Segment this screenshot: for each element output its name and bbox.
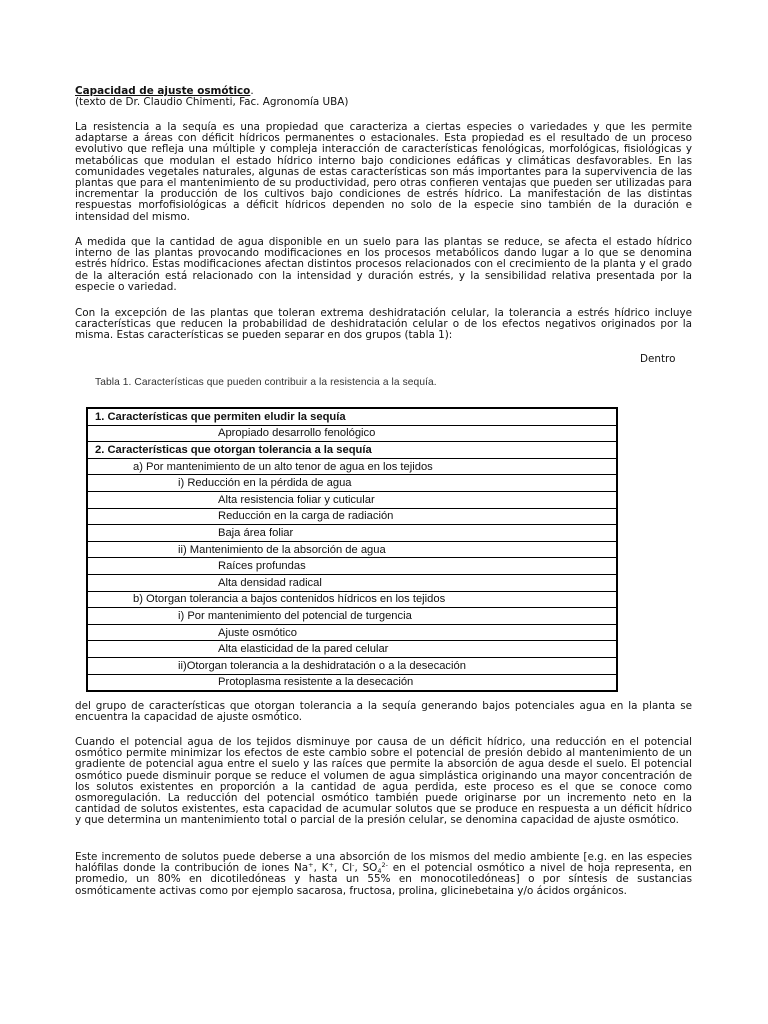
table-cell-group-2: 2. Características que otorgan tolerancia a la sequía: [87, 442, 617, 459]
paragraph-6-text: en el potencial osmótico a nivel de hoja representa, en promedio, un 80% en dicotiledóneas y hasta un 55% en monocotiledóneas] o por síntesis de sustancias osmóticamente activas como por ejemplo sacarosa, fructosa, prolina, glicinebetaina y/o ácidos orgánicos.: [75, 862, 693, 897]
table-row: [87, 608, 617, 625]
table-row: [87, 541, 617, 558]
paragraph-1: La resistencia a la sequía es una propiedad que caracteriza a ciertas especies o variedades y que les permite adaptarse a áreas con déficit hídricos permanentes o estacionales. Esta propiedad es el resultado de un proceso evolutivo que refleja una múltiple y compleja interacción de características fenológicas, morfológicas, fisiológicas y metabólicas que modulan el estado hídrico interno bajo condiciones edáficas y climáticas desfavorables. En las comunidades vegetales naturales, algunas de estas características son más importantes para la supervivencia de las plantas que para el mantenimiento de su productividad, pero otras confieren ventajas que pueden ser utilizadas para incrementar la producción de los cultivos bajo condiciones de estrés hídrico. La manifestación de las distintas respuestas morfofisiológicas a déficit hídricos dependen no solo de la especie sino también de la duración e intensidad del mismo.: [75, 121, 692, 223]
table-row: [87, 574, 617, 591]
paragraph-continuation-word: Dentro: [640, 353, 676, 365]
document-header: [75, 86, 692, 108]
table-cell: Reducción en la carga de radiación: [87, 508, 617, 525]
table-cell: Alta resistencia foliar y cuticular: [87, 491, 617, 508]
table-row: [87, 508, 617, 525]
paragraph-6: [75, 852, 692, 897]
paragraph-2: A medida que la cantidad de agua disponible en un suelo para las plantas se reduce, se afecta el estado hídrico interno de las plantas provocando modificaciones en los procesos metabólicos dando lugar a lo que se denomina estrés hídrico. Estas modificaciones afectan distintos procesos relacionados con el crecimiento de la planta y el grado de la alteración está relacionado con la intensidad y duración estrés, y la sensibilidad relativa presentada por la especie o variedad.: [75, 236, 692, 293]
ion-charge: -: [352, 861, 355, 870]
table-cell: Alta elasticidad de la pared celular: [87, 641, 617, 658]
table-cell-group-1: 1. Características que permiten eludir la sequía: [87, 408, 617, 425]
table-cell: a) Por mantenimiento de un alto tenor de agua en los tejidos: [87, 458, 617, 475]
table-row: [87, 641, 617, 658]
table-row: [87, 442, 617, 459]
ion-charge: +: [308, 861, 314, 870]
paragraph-5: Cuando el potencial agua de los tejidos disminuye por causa de un déficit hídrico, una reducción en el potencial osmótico permite minimizar los efectos de este cambio sobre el potencial de presión debido al mantenimiento de un gradiente de potencial agua entre el suelo y las raíces que permite la absorción de agua desde el suelo. El potencial osmótico puede disminuir porque se reduce el volumen de agua simplástica originando una mayor concentración de los solutos existentes en proporción a la cantidad de agua perdida, este proceso es el que se conoce como osmoregulación. La reducción del potencial osmótico también puede originarse por un incremento neto en la cantidad de solutos existentes, esta capacidad de acumular solutos que se produce en respuesta a un déficit hídrico y que determina un mantenimiento total o parcial de la presión celular, se denomina capacidad de ajuste osmótico.: [75, 736, 692, 827]
table-caption: Tabla 1. Características que pueden contribuir a la resistencia a la sequía.: [95, 377, 437, 388]
table-cell: i) Por mantenimiento del potencial de turgencia: [87, 608, 617, 625]
paragraph-4: del grupo de características que otorgan tolerancia a la sequía generando bajos potenciales agua en la planta se encuentra la capacidad de ajuste osmótico.: [75, 700, 692, 724]
document-subtitle: (texto de Dr. Claudio Chimenti, Fac. Agronomía UBA): [75, 96, 349, 109]
table-cell: Ajuste osmótico: [87, 624, 617, 641]
ion-charge: +: [328, 861, 334, 870]
paragraph-3: Con la excepción de las plantas que toleran extrema deshidratación celular, la tolerancia a estrés hídrico incluye características que reducen la probabilidad de deshidratación celular o de los efectos negativos originados por la misma. Estas características se pueden separar en dos grupos (tabla 1):: [75, 307, 692, 342]
table-cell: Protoplasma resistente a la desecación: [87, 674, 617, 691]
table-row: [87, 657, 617, 674]
table-row: [87, 674, 617, 691]
table-row: [87, 408, 617, 425]
ion-charge: 2-: [381, 861, 388, 870]
table-1-figure: [86, 371, 630, 693]
table-cell: ii)Otorgan tolerancia a la deshidratación o a la desecación: [87, 657, 617, 674]
characteristics-table: [86, 407, 618, 692]
paragraph-6-text: , SO: [354, 862, 378, 875]
table-row: [87, 525, 617, 542]
paragraph-6-text: , K: [313, 862, 329, 875]
table-row: [87, 558, 617, 575]
table-row: [87, 475, 617, 492]
title-period: .: [250, 85, 254, 97]
paragraph-6-text: Este incremento de solutos puede deberse a una absorción de los mismos del medio ambiente [e.g. en las especies halófilas donde la contribución de iones Na: [75, 851, 692, 875]
table-cell: Alta densidad radical: [87, 574, 617, 591]
table-row: [87, 624, 617, 641]
document-title: Capacidad de ajuste osmótico: [75, 85, 251, 97]
table-row: [87, 591, 617, 608]
table-cell: Baja área foliar: [87, 525, 617, 542]
table-cell: Raíces profundas: [87, 558, 617, 575]
ion-subscript: 4: [377, 867, 382, 876]
paragraph-6-text: , Cl: [333, 862, 353, 875]
table-cell: b) Otorgan tolerancia a bajos contenidos hídricos en los tejidos: [87, 591, 617, 608]
table-row: [87, 491, 617, 508]
table-row: [87, 425, 617, 442]
table-cell: Apropiado desarrollo fenológico: [87, 425, 617, 442]
table-row: [87, 458, 617, 475]
table-cell: ii) Mantenimiento de la absorción de agua: [87, 541, 617, 558]
table-cell: i) Reducción en la pérdida de agua: [87, 475, 617, 492]
